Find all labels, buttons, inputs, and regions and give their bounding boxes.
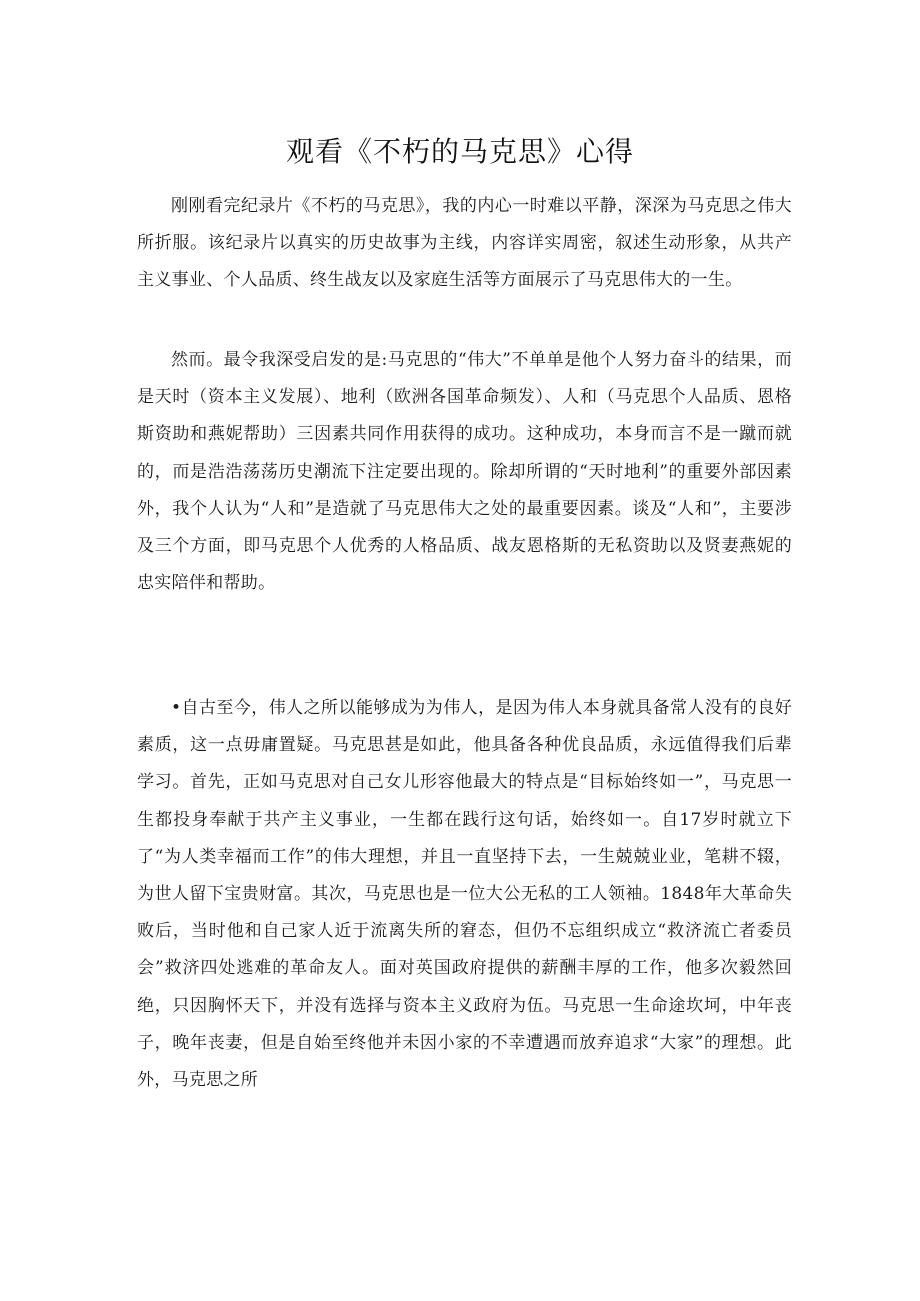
paragraph-3: •自古至今，伟人之所以能够成为为伟人，是因为伟人本身就具备常人没有的良好素质，这一点毋庸置疑。马克思甚是如此，他具备各种优良品质，永远值得我们后辈学习。首先，正如马克思对自己女儿形容他最大的特点是“目标始终如一”，马克思一生都投身奉献于共产主义事业，一生都在践行这句话，始终如一。自17岁时就立下了“为人类幸福而工作”的伟大理想，并且一直坚持下去，一生兢兢业业，笔耕不辍，为世人留下宝贵财富。其次，马克思也是一位大公无私的工人领袖。1848年大革命失败后，当时他和自己家人近于流离失所的窘态，但仍不忘组织成立“救济流亡者委员会”救济四处逃难的革命友人。面对英国政府提供的薪酬丰厚的工作，他多次毅然回绝，只因胸怀天下，并没有选择与资本主义政府为伍。马克思一生命途坎坷，中年丧子，晚年丧妻，但是自始至终他并未因小家的不幸遭遇而放弃追求“大家”的理想。此外，马克思之所 [137, 698, 792, 1091]
document-title: 观看《不朽的马克思》心得 [285, 135, 634, 168]
paragraph-1: 刚刚看完纪录片《不朽的马克思》，我的内心一时难以平静，深深为马克思之伟大所折服。该纪录片以真实的历史故事为主线，内容详实周密，叙述生动形象，从共产主义事业、个人品质、终生战友以及家庭生活等方面展示了马克思伟大的一生。 [137, 196, 792, 291]
paragraph-2: 然而。最令我深受启发的是:马克思的“伟大”不单单是他个人努力奋斗的结果，而是天时（资本主义发展）、地利（欧洲各国革命频发）、人和（马克思个人品质、恩格斯资助和燕妮帮助）三因素共同作用获得的成功。这种成功，本身而言不是一蹴而就的，而是浩浩荡荡历史潮流下注定要出现的。除却所谓的“天时地利”的重要外部因素外，我个人认为“人和”是造就了马克思伟大之处的最重要因素。谈及“人和”，主要涉及三个方面，即马克思个人优秀的人格品质、战友恩格斯的无私资助以及贤妻燕妮的忠实陪伴和帮助。 [137, 350, 792, 594]
